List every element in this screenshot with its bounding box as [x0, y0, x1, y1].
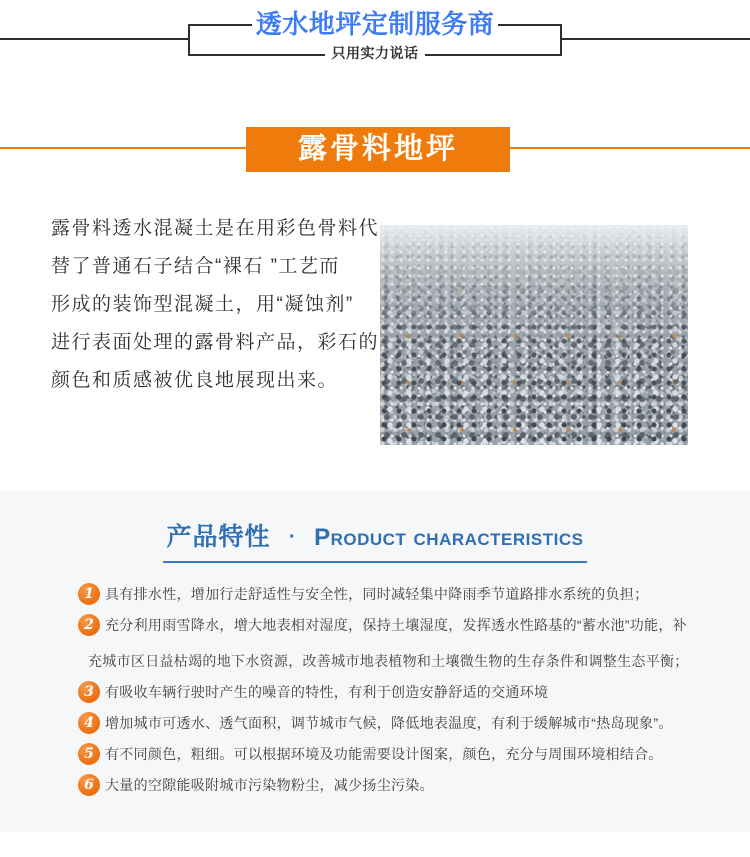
feature-text	[105, 681, 548, 703]
feature-line: 充城市区日益枯竭的地下水资源，改善城市地表植物和土壤微生物的生存条件和调整生态平衡；	[88, 653, 689, 669]
intro-paragraph	[51, 210, 386, 400]
decor-line-left-mid	[0, 38, 188, 40]
intro-line: 进行表面处理的露骨料产品，彩石的	[51, 332, 380, 353]
feature-line: 充分利用雨雪降水，增大地表相对湿度，保持土壤湿度，发挥透水性路基的“蓄水池”功能，补	[105, 617, 687, 633]
feature-text	[105, 712, 673, 734]
site-slogan-subtitle: 只用实力说话	[331, 45, 419, 61]
feature-item-3	[78, 681, 696, 703]
decor-line-right-mid	[562, 38, 750, 40]
feature-number-badge: 6	[78, 774, 100, 796]
features-heading-cn: 产品特性	[166, 523, 271, 551]
features-heading-wrap	[0, 517, 750, 563]
feature-item-5	[78, 743, 696, 765]
heading-dot-separator: ·	[289, 526, 296, 548]
feature-line: 具有排水性，增加行走舒适性与安全性，同时减轻集中降雨季节道路排水系统的负担；	[105, 586, 649, 602]
feature-line: 有不同颜色，粗细。可以根据环境及功能需要设计图案，颜色，充分与周围环境相结合。	[105, 746, 663, 762]
intro-line: 露骨料透水混凝土是在用彩色骨料代	[51, 218, 380, 239]
intro-line: 形成的装饰型混凝土，用“凝蚀剂”	[51, 294, 354, 315]
feature-line: 增加城市可透水、透气面积，调节城市气候，降低地表温度，有利于缓解城市“热岛现象”。	[105, 715, 673, 731]
feature-item-1	[78, 583, 696, 605]
feature-line: 大量的空隙能吸附城市污染物粉尘，减少扬尘污染。	[105, 777, 434, 793]
feature-text	[88, 614, 689, 672]
feature-number-badge: 4	[78, 712, 100, 734]
feature-line: 有吸收车辆行驶时产生的噪音的特性，有利于创造安静舒适的交通环境	[105, 684, 549, 700]
site-slogan-title: 透水地坪定制服务商	[255, 9, 495, 39]
intro-line: 替了普通石子结合“裸石 ”工艺而	[51, 256, 340, 277]
feature-number-badge: 3	[78, 681, 100, 703]
feature-item-2	[78, 614, 696, 672]
feature-number-badge: 1	[78, 583, 100, 605]
feature-text	[105, 774, 434, 796]
feature-item-6	[78, 774, 696, 796]
feature-list	[78, 583, 696, 805]
feature-item-4	[78, 712, 696, 734]
feature-text	[105, 743, 663, 765]
feature-number-badge: 2	[78, 614, 100, 636]
feature-text	[105, 583, 648, 605]
exposed-aggregate-gravel-photo	[380, 225, 688, 445]
intro-line: 颜色和质感被优良地展现出来。	[51, 370, 339, 391]
feature-number-badge: 5	[78, 743, 100, 765]
product-title: 露骨料地坪	[246, 127, 510, 172]
features-heading	[163, 517, 588, 563]
features-heading-en: Product characteristics	[314, 524, 584, 551]
